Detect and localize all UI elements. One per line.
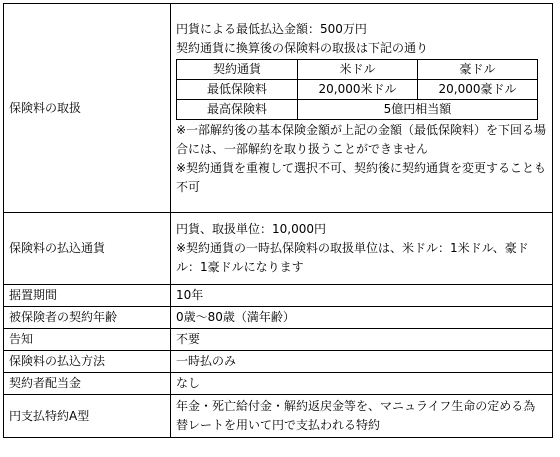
min-payment-text: 円貨による最低払込金額：500万円: [176, 21, 367, 36]
table-row: [177, 99, 538, 119]
table-row: [4, 307, 553, 329]
table-row: [4, 373, 553, 395]
yen-rider-text: 年金・死亡給付金・解約返戻金等を、マニュライフ生命の定める為替レートを用いて円で支払われる特約: [176, 399, 536, 432]
row-label-insured-age: 被保険者の契約年齢: [4, 307, 171, 329]
row-value-premium-handling: [171, 4, 553, 213]
row-label-premium-handling: 保険料の取扱: [4, 4, 171, 213]
row-label-dividend: 契約者配当金: [4, 373, 171, 395]
header-aud: 豪ドル: [418, 59, 538, 79]
currency-premium-table: [176, 59, 538, 120]
row-label-deferment: 据置期間: [4, 285, 171, 307]
row-value-insured-age: 0歳～80歳（満年齢）: [171, 307, 553, 329]
min-premium-aud: 20,000豪ドル: [418, 79, 538, 99]
min-premium-label: 最低保険料: [177, 79, 298, 99]
row-value-deferment: 10年: [171, 285, 553, 307]
max-premium-value: 5億円相当額: [298, 99, 538, 119]
row-label-yen-rider: 円支払特約A型: [4, 395, 171, 438]
table-row: [4, 213, 553, 285]
row-value-dividend: なし: [171, 373, 553, 395]
product-spec-table: [3, 3, 553, 438]
table-row: [4, 395, 553, 438]
row-label-payment-currency: 保険料の払込通貨: [4, 213, 171, 285]
header-usd: 米ドル: [298, 59, 418, 79]
header-currency: 契約通貨: [177, 59, 298, 79]
payment-unit-text: 円貨、取扱単位：10,000円: [176, 222, 326, 236]
conversion-text: 契約通貨に換算後の保険料の取扱は下記の通り: [176, 40, 429, 55]
max-premium-label: 最高保険料: [177, 99, 298, 119]
currency-change-note: ※契約通貨を重複して選択不可、契約後に契約通貨を変更することも不可: [176, 160, 547, 194]
payment-unit-note: ※契約通貨の一時払保険料の取扱単位は、米ドル：1米ドル、豪ドル：1豪ドルになります: [176, 241, 529, 274]
row-value-disclosure: 不要: [171, 329, 553, 351]
row-value-yen-rider: [171, 395, 553, 438]
row-value-payment-currency: [171, 213, 553, 285]
table-row: [4, 351, 553, 373]
row-value-payment-method: 一時払のみ: [171, 351, 553, 373]
table-row: [4, 329, 553, 351]
table-row: [177, 79, 538, 99]
partial-surrender-note: ※一部解約後の基本保険金額が上記の金額（最低保険料）を下回る場合には、一部解約を取り扱うことができません: [176, 122, 547, 156]
row-label-payment-method: 保険料の払込方法: [4, 351, 171, 373]
table-row: [4, 4, 553, 213]
min-premium-usd: 20,000米ドル: [298, 79, 418, 99]
row-label-disclosure: 告知: [4, 329, 171, 351]
table-row: [4, 285, 553, 307]
table-row: [177, 59, 538, 79]
